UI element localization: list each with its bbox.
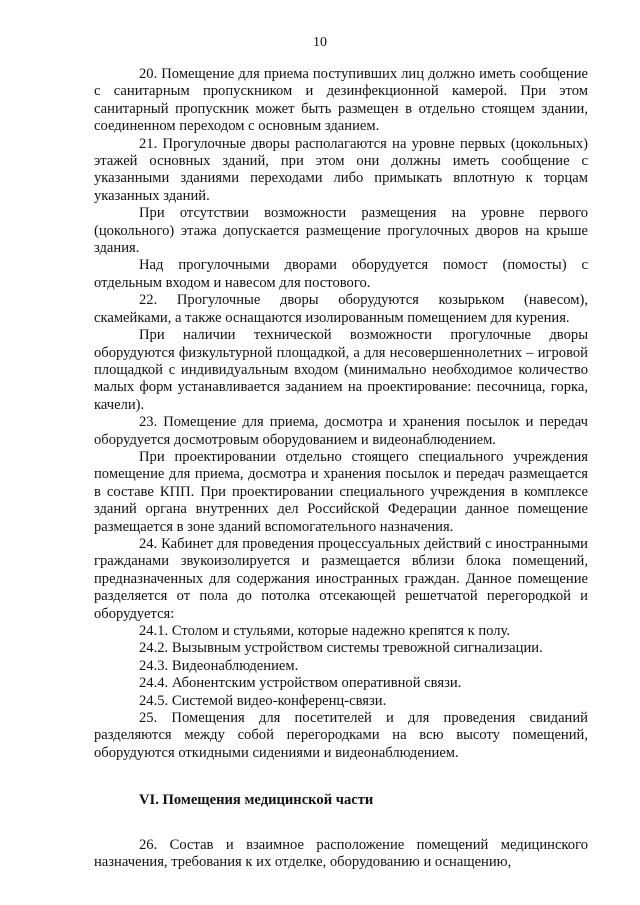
paragraph: 26. Состав и взаимное расположение помещений медицинского назначения, требования к их отделке, оборудованию и оснащению, [94,836,588,871]
paragraph: 24. Кабинет для проведения процессуальных действий с иностранными гражданами звукоизолируется и размещается вблизи блока помещений, предназначенных для содержания иностранных граждан. Данное помещение разделяется от пола до потолка отсекающей решетчатой перегородкой и оборудуется: [94,535,588,622]
paragraph: При проектировании отдельно стоящего специального учреждения помещение для приема, досмотра и хранения посылок и передач размещается в составе КПП. При проектировании специального учреждения в комплексе зданий органа внутренних дел Российской Федерации данное помещение размещается в зоне зданий вспомогательного назначения. [94,448,588,535]
paragraph: Над прогулочными дворами оборудуется помост (помосты) с отдельным входом и навесом для постового. [94,257,588,291]
section-heading: VI. Помещения медицинской части [139,792,374,809]
paragraph: 20. Помещение для приема поступивших лиц должно иметь сообщение с санитарным пропускником и дезинфекционной камерой. При этом санитарный пропускник может быть размещен в отдельно стоящем здании, соединенном переходом с основным зданием. [94,66,588,135]
list-item: 24.1. Столом и стульями, которые надежно крепятся к полу. [139,623,511,639]
paragraph: 21. Прогулочные дворы располагаются на уровне первых (цокольных) этажей основных зданий, при этом они должны иметь сообщение с указанными зданиями переходами либо примыкать вплотную к торцам указанных зданий. [94,135,588,204]
paragraph: 22. Прогулочные дворы оборудуются козырьком (навесом), скамейками, а также оснащаются изолированным помещением для курения. [94,292,588,326]
list-item: 24.4. Абонентским устройством оперативной связи. [139,675,462,692]
paragraph: 23. Помещение для приема, досмотра и хранения посылок и передач оборудуется досмотровым оборудованием и видеонаблюдением. [94,414,588,448]
document-body [94,66,588,871]
list-item: 24.5. Системой видео-конференц-связи. [139,692,387,709]
list-item: 24.3. Видеонаблюдением. [139,657,299,674]
list-item: 24.2. Вызывным устройством системы тревожной сигнализации. [139,640,543,657]
paragraph: При наличии технической возможности прогулочные дворы оборудуются физкультурной площадкой, а для несовершеннолетних – игровой площадкой с индивидуальным входом (минимально необходимое количество малых форм устанавливается заданием на проектирование: песочница, горка, качели). [94,327,588,413]
paragraph: При отсутствии возможности размещения на уровне первого (цокольного) этажа допускается размещение прогулочных дворов на крыше здания. [94,205,588,257]
page-number: 10 [313,35,327,50]
paragraph: 25. Помещения для посетителей и для проведения свиданий разделяются между собой перегородками на всю высоту помещений, оборудуются откидными сидениями и видеонаблюдением. [94,710,588,761]
